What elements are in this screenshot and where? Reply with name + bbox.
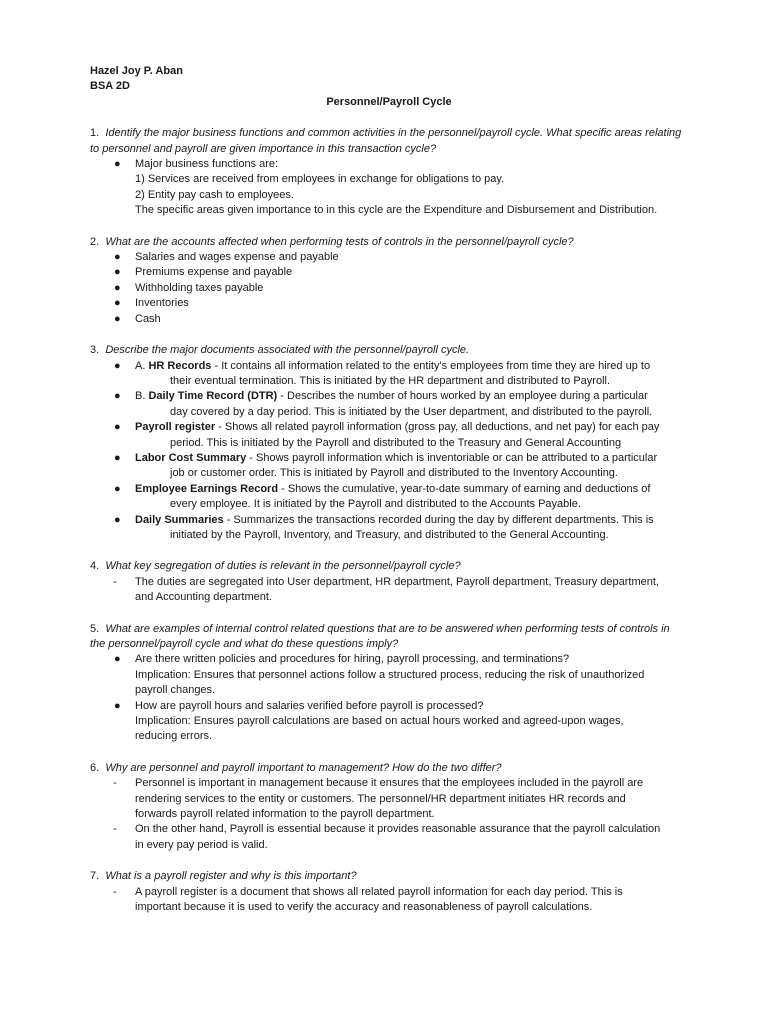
bullet-icon: ●: [114, 653, 121, 666]
author-name: Hazel Joy P. Aban: [90, 65, 183, 77]
bullet-icon: ●: [114, 482, 121, 495]
bullet-icon: ●: [114, 359, 121, 372]
list-item: ● Salaries and wages expense and payable: [90, 250, 688, 265]
question-text: 2. What are the accounts affected when performing tests of controls in the personnel/payroll cycle?: [90, 235, 574, 248]
answer-list: [90, 575, 688, 606]
bullet-icon: ●: [114, 266, 121, 279]
bullet-icon: ●: [114, 451, 121, 464]
list-item: ● Withholding taxes payable: [90, 281, 688, 296]
list-item: ● B. Daily Time Record (DTR) - Describes the number of hours worked by an employee during a particular day covered by a day period. This is initiated by the User department, and distributed to the payroll.: [114, 390, 653, 418]
question-text: 5. What are examples of internal control related questions that are to be answered when performing tests of controls in the personnel/payroll cycle and what do these questions imply?: [90, 622, 670, 650]
list-item: ● Cash: [90, 312, 688, 327]
list-item: ● Premiums expense and payable: [90, 265, 688, 280]
question-6: [90, 761, 688, 853]
question-text: 6. Why are personnel and payroll important to management? How do the two differ?: [90, 761, 502, 774]
list-item: ● How are payroll hours and salaries verified before payroll is processed? Implication: Ensures payroll calculations are based on actual hours worked and agreed-upon wages, reducing errors.: [114, 699, 624, 743]
list-item: - On the other hand, Payroll is essential because it provides reasonable assurance that the payroll calculation in every pay period is valid.: [113, 823, 661, 851]
question-3: [90, 343, 688, 543]
answer-list: [90, 776, 688, 853]
document-term: HR Records: [148, 359, 212, 372]
section-label: BSA 2D: [90, 80, 130, 93]
question-2: [90, 235, 688, 327]
bullet-icon: ●: [114, 513, 121, 526]
list-item: - Personnel is important in management because it ensures that the employees included in the payroll are rendering services to the entity or customers. The personnel/HR department initiates HR records and forwards payroll related information to the payroll department.: [113, 777, 644, 821]
document-term: Daily Summaries: [135, 513, 224, 526]
document-term: Payroll register: [135, 421, 216, 434]
document-title: Personnel/Payroll Cycle: [326, 95, 452, 108]
question-4: [90, 559, 688, 605]
question-5: [90, 622, 688, 745]
bullet-icon: ●: [114, 699, 121, 712]
list-item: ● Inventories: [90, 296, 688, 311]
list-item: ● Payroll register - Shows all related payroll information (gross pay, all deductions, and net pay) for each pay period. This is initiated by the Payroll and distributed to the Treasury and General Accounting: [114, 421, 660, 449]
dash-marker: -: [113, 885, 117, 898]
document-term: Employee Earnings Record: [135, 482, 279, 495]
question-text: 1. Identify the major business functions and common activities in the personnel/payroll cycle. What specific areas relating to personnel and payroll are given importance in this transaction cycle?: [90, 127, 682, 155]
bullet-icon: ●: [114, 390, 121, 403]
dash-marker: -: [113, 823, 117, 836]
bullet-icon: ●: [114, 251, 121, 264]
bullet-icon: ●: [114, 158, 121, 171]
question-text: 4. What key segregation of duties is relevant in the personnel/payroll cycle?: [90, 560, 461, 573]
question-text: 7. What is a payroll register and why is this important?: [90, 870, 357, 883]
list-item: ● Are there written policies and procedures for hiring, payroll processing, and terminations? Implication: Ensures that personnel actions follow a structured process, reducing the risk of unauthorized payroll changes.: [114, 653, 645, 697]
answer-list: [90, 250, 688, 327]
list-item: ● Employee Earnings Record - Shows the cumulative, year-to-date summary of earning and deductions of every employee. It is initiated by the Payroll and distributed to the Accounts Payable.: [114, 482, 651, 511]
answer-list: [90, 652, 688, 744]
bullet-icon: ●: [114, 421, 121, 434]
bullet-icon: ●: [114, 312, 121, 325]
list-item: ● Labor Cost Summary - Shows payroll information which is inventoriable or can be attributed to a particular job or customer order. This is initiated by Payroll and distributed to the Inventory Accounting.: [114, 451, 658, 480]
answer-list: [90, 359, 688, 544]
question-text: 3. Describe the major documents associated with the personnel/payroll cycle.: [90, 344, 470, 357]
list-item: ● Daily Summaries - Summarizes the transactions recorded during the day by different departments. This is initiated by the Payroll, Inventory, and Treasury, and distributed to the General Accounting.: [114, 513, 654, 541]
question-7: [90, 869, 688, 915]
answer-list: [90, 885, 688, 916]
question-1: [90, 126, 688, 218]
answer-list: [90, 157, 688, 219]
list-item: - The duties are segregated into User department, HR department, Payroll department, Treasury department, and Accounting department.: [113, 575, 659, 604]
list-item: ● Major business functions are: 1) Services are received from employees in exchange for obligations to pay. 2) Entity pay cash to employees. The specific areas given importance to in this cycle are the Expenditure and Disbursement and Distribution.: [114, 158, 658, 217]
bullet-icon: ●: [114, 281, 121, 294]
dash-marker: -: [113, 575, 117, 588]
document-term: Daily Time Record (DTR): [148, 390, 278, 403]
list-item: ● A. HR Records - It contains all information related to the entity's employees from time they are hired up to their eventual termination. This is initiated by the HR department and distributed to Payroll.: [114, 359, 651, 387]
bullet-icon: ●: [114, 297, 121, 310]
document-term: Labor Cost Summary: [135, 451, 247, 464]
dash-marker: -: [113, 777, 117, 790]
list-item: - A payroll register is a document that shows all related payroll information for each day period. This is important because it is used to verify the accuracy and reasonableness of payroll calculations.: [113, 885, 623, 914]
